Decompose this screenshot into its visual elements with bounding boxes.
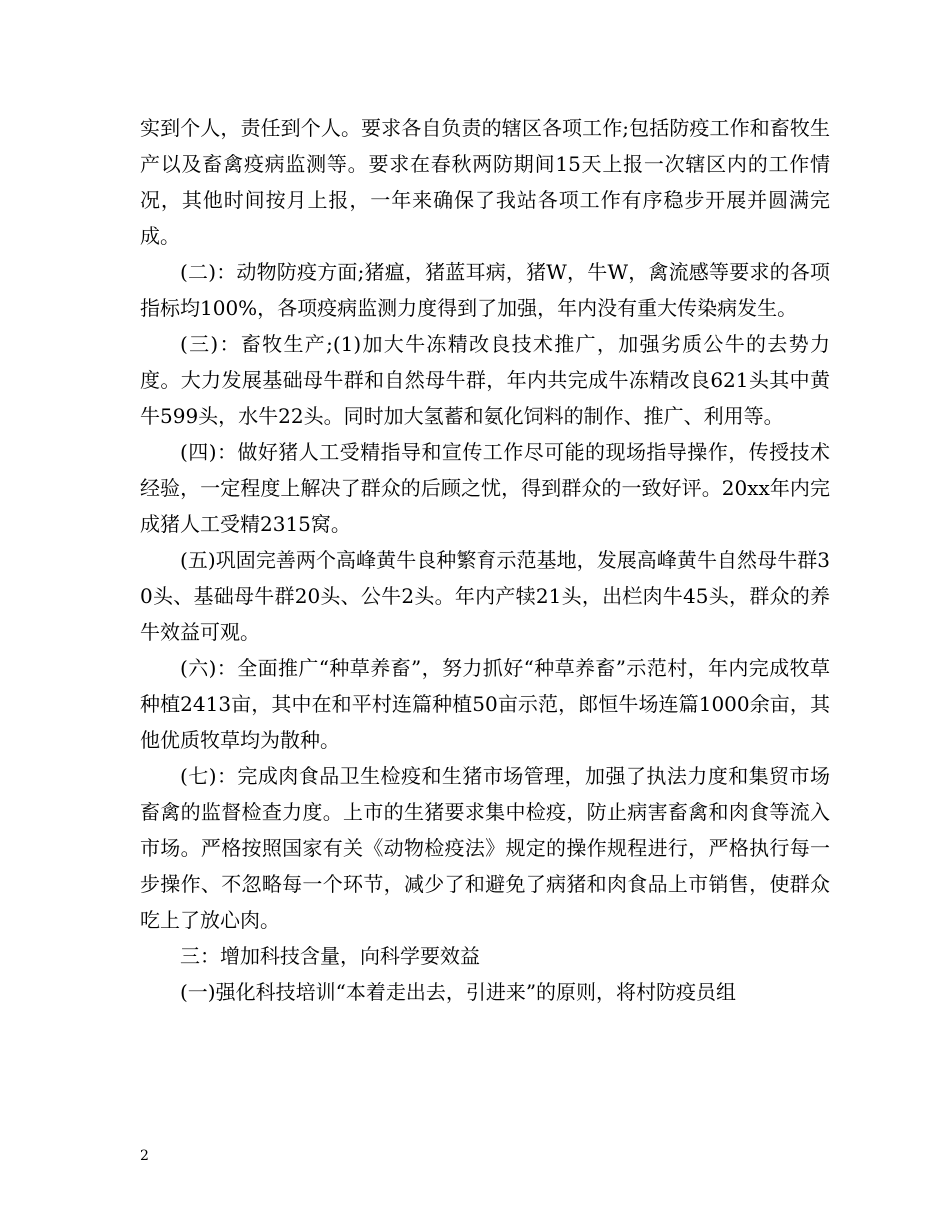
paragraph-pig-insemination: (四)：做好猪人工受精指导和宣传工作尽可能的现场指导操作，传授技术经验，一定程度上解决了群众的后顾之忧，得到群众的一致好评。20xx年内完成猪人工受精2315窝。 [140,440,830,536]
paragraph-technology-training: (一)强化科技培训“本着走出去，引进来”的原则，将村防疫员组 [180,980,737,1004]
paragraph-meat-inspection: (七)：完成肉食品卫生检疫和生猪市场管理，加强了执法力度和集贸市场畜禽的监督检查力度。上市的生猪要求集中检疫，防止病害畜禽和肉食等流入市场。严格按照国家有关《动物检疫法》规定的操作规程进行，严格执行每一步操作、不忽略每一个环节，减少了和避免了病猪和肉食品上市销售，使群众吃上了放心肉。 [140,764,830,932]
section-heading-technology: 三：增加科技含量，向科学要效益 [180,944,480,968]
document-body [140,110,830,1010]
page-number: 2 [140,1148,149,1164]
paragraph-livestock-production: (三)：畜牧生产;(1)加大牛冻精改良技术推广，加强劣质公牛的去势力度。大力发展基础母牛群和自然母牛群，年内共完成牛冻精改良621头其中黄牛599头，水牛22头。同时加大氢蓄和氨化饲料的制作、推广、利用等。 [140,332,830,428]
paragraph-cattle-breeding-base: (五)巩固完善两个高峰黄牛良种繁育示范基地，发展高峰黄牛自然母牛群30头、基础母牛群20头、公牛2头。年内产犊21头，出栏肉牛45头，群众的养牛效益可观。 [140,548,830,644]
paragraph-continuation: 实到个人，责任到个人。要求各自负责的辖区各项工作;包括防疫工作和畜牧生产以及畜禽疫病监测等。要求在春秋两防期间15天上报一次辖区内的工作情况，其他时间按月上报，一年来确保了我站各项工作有序稳步开展并圆满完成。 [140,116,830,248]
paragraph-grass-planting: (六)：全面推广“种草养畜”，努力抓好“种草养畜”示范村，年内完成牧草种植2413亩，其中在和平村连篇种植50亩示范，郎恒牛场连篇1000余亩，其他优质牧草均为散种。 [140,656,830,752]
paragraph-animal-epidemic-prevention: (二)：动物防疫方面;猪瘟，猪蓝耳病，猪W，牛W，禽流感等要求的各项指标均100%，各项疫病监测力度得到了加强，年内没有重大传染病发生。 [140,260,830,320]
